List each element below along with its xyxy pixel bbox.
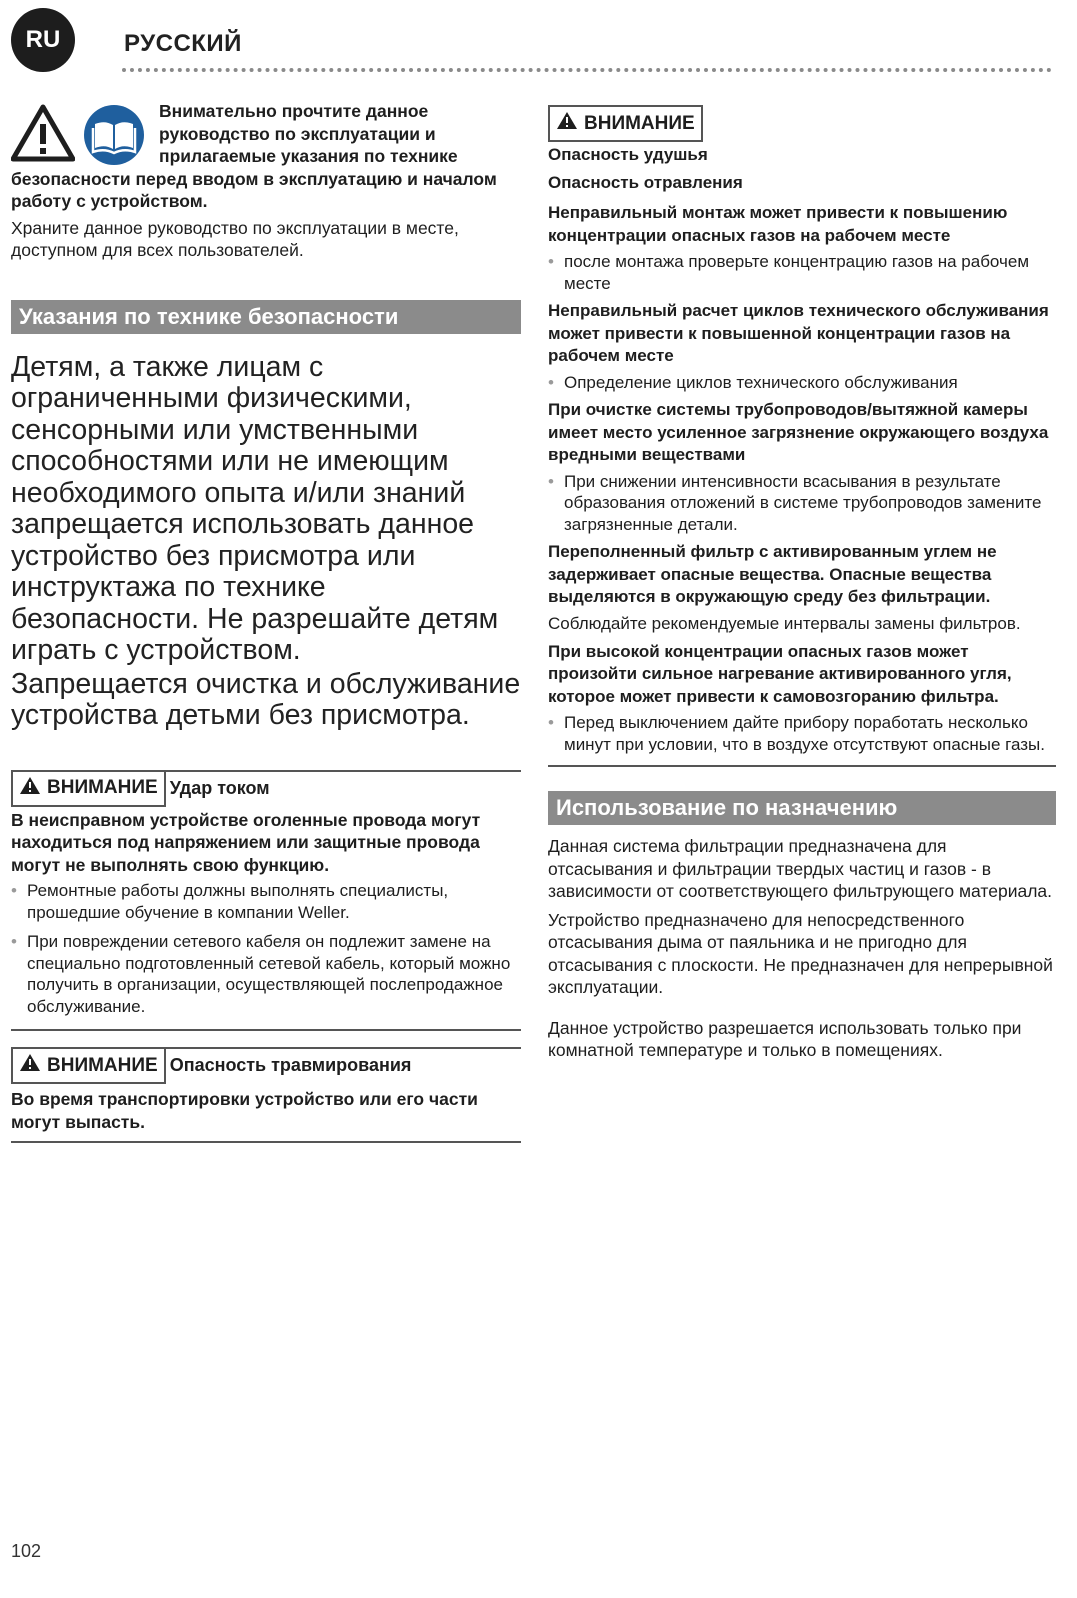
hazard-installation-text: Неправильный монтаж может привести к повышению концентрации опасных газов на рабочем месте <box>548 203 1008 245</box>
warning-topic: Опасность травмирования <box>169 1055 412 1075</box>
list-item: • после монтажа проверьте концентрацию газов на рабочем месте <box>548 251 1056 294</box>
warning-triangle-icon <box>11 104 75 166</box>
warning-shock-text: В неисправном устройстве оголенные провода могут находиться под напряжением или защитные провода могут не выполнять свою функцию. <box>11 809 481 875</box>
hazard-installation-list <box>548 251 1056 294</box>
hazard-maintenance-text: Неправильный расчет циклов технического обслуживания может привести к повышенной концентрации газов на рабочем месте <box>548 301 1049 365</box>
intro-normal-text: Храните данное руководство по эксплуатации в месте, доступном для всех пользователей. <box>11 217 459 260</box>
language-title: РУССКИЙ <box>124 30 242 57</box>
hazard-overheat-text: При высокой концентрации опасных газов может произойти сильное нагревание активированного угля, которое может привести к самовозгоранию фильтра. <box>548 641 1012 706</box>
list-item: • Ремонтные работы должны выполнять специалисты, прошедшие обучение в компании Weller. <box>11 880 521 923</box>
safety-children-text: Детям, а также лицам с ограниченными физическими, сенсорными или умственными способностями или не имеющим необходимого опыта и/или знаний запрещается использовать данное устройство без присмотра или инструктажа по технике безопасности. Не разрешайте детям играть с устройством. <box>11 350 499 666</box>
left-column <box>11 100 521 1143</box>
intro-bold-text: Внимательно прочтите данное руководство по эксплуатации и прилагаемые указания по технике безопасности перед вводом в эксплуатацию и началом работу с устройством. <box>11 101 497 211</box>
hazard-cleaning-list <box>548 471 1056 536</box>
section-divider <box>548 765 1056 767</box>
warning-label <box>11 772 166 807</box>
hazard-maintenance-list <box>548 372 1056 394</box>
safety-section-title: Указания по технике безопасности <box>11 300 521 334</box>
hazard-poisoning: Опасность отравления <box>548 172 743 192</box>
warning-triangle-icon <box>19 1053 41 1078</box>
warning-label-text: ВНИМАНИЕ <box>47 1054 158 1076</box>
warning-topic: Удар током <box>169 777 270 798</box>
warning-injury-text: Во время транспортировки устройство или его части могут выпасть. <box>11 1089 478 1132</box>
page-number: 102 <box>11 1541 42 1561</box>
list-item: • При повреждении сетевого кабеля он подлежит замене на специально подготовленный сетевой кабель, который можно получить в организации, осуществляющей послепродажное обслуживание. <box>11 931 521 1017</box>
warning-triangle-icon <box>556 111 578 136</box>
language-badge: RU <box>11 8 75 72</box>
usage-section-title: Использование по назначению <box>548 791 1056 825</box>
list-item: • При снижении интенсивности всасывания в результате образования отложений в системе трубопроводов замените загрязненные детали. <box>548 471 1056 536</box>
warning-label <box>11 1049 166 1084</box>
hazard-filter-text: Переполненный фильтр с активированным углем не задерживает опасные вещества. Опасные вещества выделяются в окружающую среду без фильтрации. <box>548 542 997 606</box>
right-column <box>548 105 1056 1062</box>
usage-paragraph-2: Устройство предназначено для непосредственного отсасывания дыма от паяльника и не пригодно для отсасывания с плоскости. Не предназначен для непрерывной эксплуатации. <box>548 909 1053 997</box>
safety-cleaning-text: Запрещается очистка и обслуживание устройства детьми без присмотра. <box>11 667 521 731</box>
hazard-overheat-list <box>548 712 1056 755</box>
warning-shock-box <box>11 770 521 1032</box>
warning-gas-box <box>548 105 1056 767</box>
warning-label <box>548 105 703 142</box>
hazard-cleaning-text: При очистке системы трубопроводов/вытяжной камеры имеет место усиленное загрязнение окружающего воздуха вредными веществами <box>548 400 1049 464</box>
warning-shock-list <box>11 880 521 1017</box>
read-manual-icon <box>83 104 145 166</box>
warning-injury-box <box>11 1047 521 1143</box>
warning-label-text: ВНИМАНИЕ <box>584 112 695 134</box>
list-item: • Перед выключением дайте прибору поработать несколько минут при условии, что в воздухе отсутствуют опасные газы. <box>548 712 1056 755</box>
warning-triangle-icon <box>19 776 41 801</box>
intro-block <box>11 100 521 262</box>
warning-label-text: ВНИМАНИЕ <box>47 777 158 798</box>
list-item: • Определение циклов технического обслуживания <box>548 372 1056 394</box>
hazard-filter-advice: Соблюдайте рекомендуемые интервалы замены фильтров. <box>548 613 1021 633</box>
usage-paragraph-1: Данная система фильтрации предназначена для отсасывания и фильтрации твердых частиц и газов - в зависимости от соответствующего фильтрующего материала. <box>548 836 1053 901</box>
intro-icons <box>11 104 145 166</box>
dotted-divider <box>122 68 1052 72</box>
hazard-suffocation: Опасность удушья <box>548 145 708 164</box>
usage-paragraph-3: Данное устройство разрешается использовать только при комнатной температуре и только в помещениях. <box>548 1017 1022 1060</box>
